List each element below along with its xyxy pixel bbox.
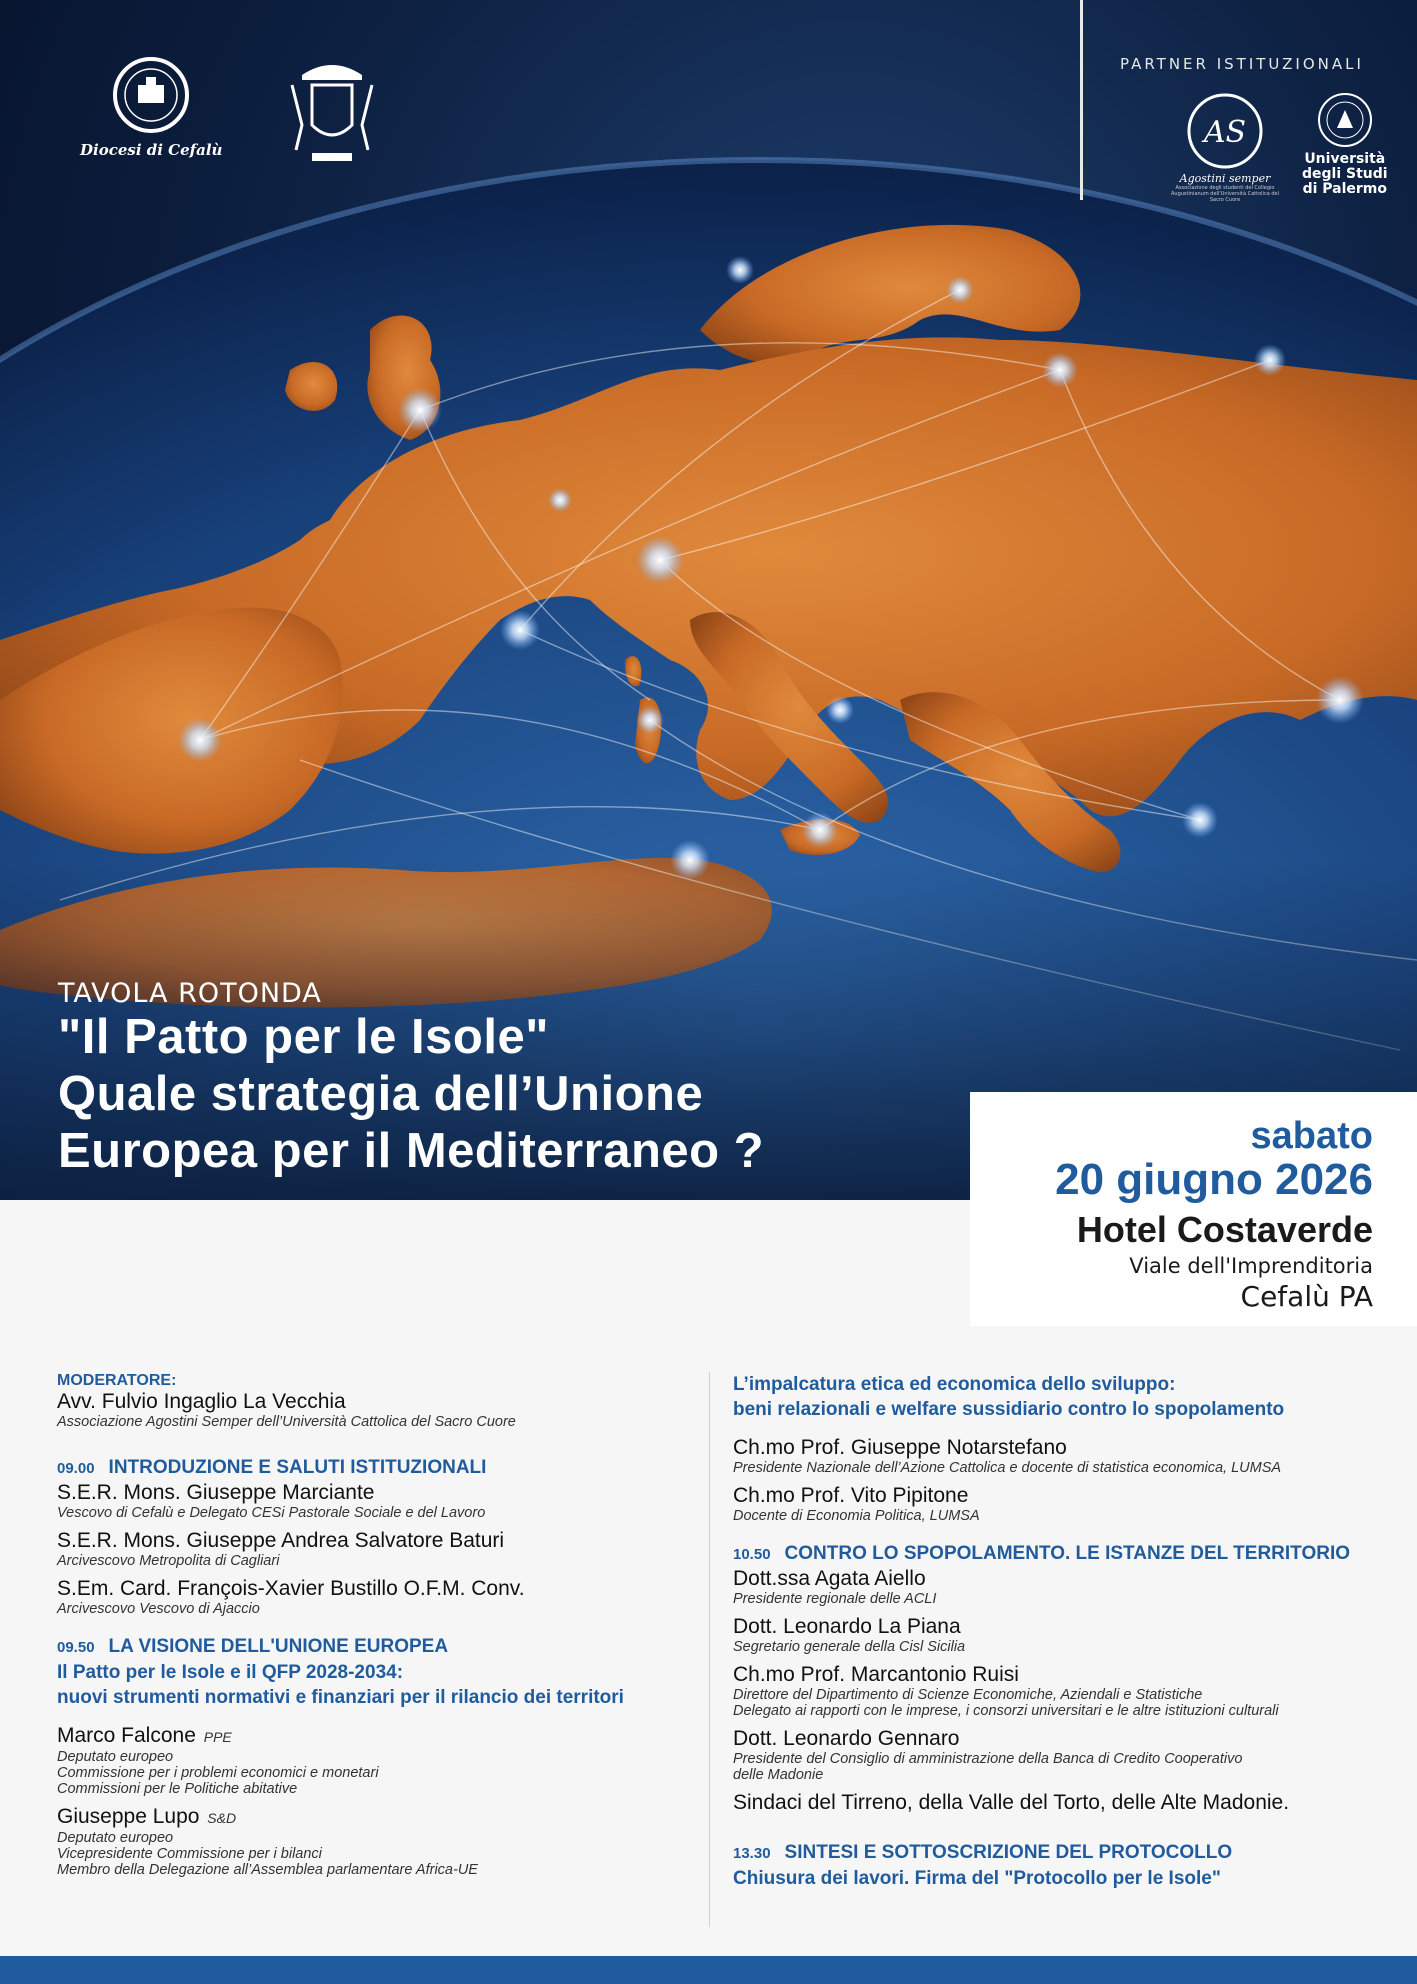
section-subtitle-1: Il Patto per le Isole e il QFP 2028-2034:	[57, 1662, 404, 1683]
speaker-name: Dott. Leonardo Gennaro	[733, 1727, 960, 1750]
speaker-role: Segretario generale della Cisl Sicilia	[733, 1639, 966, 1655]
program-right-column	[733, 1372, 1393, 1891]
program-left-column	[57, 1372, 697, 1886]
moderator-label: MODERATORE:	[57, 1372, 177, 1389]
title-line-2: Quale strategia dell’Unione	[58, 1067, 704, 1121]
speaker-entry	[57, 1529, 697, 1569]
agostini-subcaption: Associazione degli studenti del Collegio Augustinianum dell'Università Cattolica del Sacro Cuore	[1171, 185, 1279, 203]
section-subtitle-2: nuovi strumenti normativi e finanziari per il rilancio dei territori	[57, 1687, 624, 1708]
closing-subtitle: Chiusura dei lavori. Firma del "Protocollo per le Isole"	[733, 1868, 1221, 1889]
speaker-entry	[733, 1484, 1393, 1524]
speaker-entry	[57, 1577, 697, 1617]
moderator-role: Associazione Agostini Semper dell’Università Cattolica del Sacro Cuore	[57, 1414, 516, 1430]
speaker-party: S&D	[207, 1810, 237, 1826]
column-divider	[709, 1372, 710, 1927]
speaker-name: Ch.mo Prof. Giuseppe Notarstefano	[733, 1436, 1067, 1459]
speaker-entry	[57, 1805, 697, 1878]
speaker-name	[57, 1805, 697, 1830]
partner-unipa	[1302, 92, 1388, 203]
title-line-3: Europea per il Mediterraneo ?	[58, 1124, 765, 1178]
unipa-seal-icon	[1317, 92, 1373, 148]
section-time: 09.50	[57, 1639, 95, 1656]
speaker-name: S.Em. Card. François-Xavier Bustillo O.F.M. Conv.	[57, 1577, 525, 1600]
event-title	[58, 978, 764, 1180]
speaker-role: Vicepresidente Commissione per i bilanci	[57, 1846, 322, 1862]
event-day: sabato	[1250, 1115, 1373, 1157]
speaker-name: S.E.R. Mons. Giuseppe Marciante	[57, 1481, 375, 1504]
header-divider	[1080, 0, 1083, 200]
speaker-entry	[733, 1663, 1393, 1719]
speaker-entry	[733, 1615, 1393, 1655]
speaker-role: Commissione per i problemi economici e monetari	[57, 1765, 379, 1781]
speaker-role: Commissioni per le Politiche abitative	[57, 1781, 298, 1797]
svg-text:AS: AS	[1203, 115, 1247, 150]
speaker-name: Dott. Leonardo La Piana	[733, 1615, 961, 1638]
speaker-role: Presidente del Consiglio di amministrazione della Banca di Credito Cooperativo	[733, 1751, 1243, 1767]
section-eu-heading	[57, 1635, 697, 1660]
unipa-line3: di Palermo	[1302, 181, 1387, 197]
diocese-logo	[80, 55, 222, 159]
speaker-entry	[57, 1481, 697, 1521]
mayors-line: Sindaci del Tirreno, della Valle del Torto, delle Alte Madonie.	[733, 1791, 1290, 1814]
speaker-role: Vescovo di Cefalù e Delegato CESi Pastorale Sociale e del Lavoro	[57, 1505, 486, 1521]
agostini-caption: Agostini semper	[1179, 172, 1271, 185]
speaker-role: Deputato europeo	[57, 1830, 174, 1846]
title-kicker: TAVOLA ROTONDA	[58, 978, 322, 1009]
speaker-entry	[733, 1727, 1393, 1783]
speaker-role: Membro della Delegazione all’Assemblea parlamentare Africa-UE	[57, 1862, 478, 1878]
section-title: CONTRO LO SPOPOLAMENTO. LE ISTANZE DEL TERRITORIO	[784, 1543, 1351, 1564]
speaker-role: Arcivescovo Vescovo di Ajaccio	[57, 1601, 260, 1617]
event-venue: Hotel Costaverde	[1076, 1209, 1373, 1250]
speaker-role: Presidente Nazionale dell’Azione Cattolica e docente di statistica economica, LUMSA	[733, 1460, 1282, 1476]
speaker-role: Delegato ai rapporti con le imprese, i consorzi universitari e le altre istituzioni culturali	[733, 1703, 1279, 1719]
speaker-entry	[733, 1567, 1393, 1607]
ethics-heading-1: L’impalcatura etica ed economica dello sviluppo:	[733, 1374, 1176, 1395]
unipa-line1: Università	[1304, 151, 1386, 167]
partner-logos	[1170, 92, 1388, 203]
date-venue-box	[970, 1092, 1417, 1326]
event-city: Cefalù PA	[1240, 1280, 1373, 1313]
unipa-line2: degli Studi	[1302, 166, 1388, 182]
section-intro-heading	[57, 1456, 697, 1481]
speaker-name: S.E.R. Mons. Giuseppe Andrea Salvatore Baturi	[57, 1529, 505, 1552]
moderator-name: Avv. Fulvio Ingaglio La Vecchia	[57, 1390, 346, 1413]
speaker-entry	[733, 1436, 1393, 1476]
title-line-1: "Il Patto per le Isole"	[58, 1010, 549, 1064]
partner-agostini-semper	[1170, 92, 1280, 203]
footer-bar	[0, 1956, 1417, 1984]
speaker-role: delle Madonie	[733, 1767, 824, 1783]
event-date: 20 giugno 2026	[1055, 1155, 1373, 1204]
agostini-semper-logo-icon	[1186, 92, 1264, 170]
speaker-name-text: Giuseppe Lupo	[57, 1805, 200, 1828]
diocese-caption: Diocesi di Cefalù	[80, 141, 223, 159]
diocese-logos	[80, 55, 382, 170]
event-address: Viale dell'Imprenditoria	[1129, 1254, 1373, 1278]
section-depopulation-heading	[733, 1542, 1393, 1567]
diocese-seal-icon	[106, 55, 196, 135]
section-closing-heading	[733, 1841, 1393, 1866]
speaker-name: Ch.mo Prof. Marcantonio Ruisi	[733, 1663, 1019, 1686]
section-title: LA VISIONE DELL'UNIONE EUROPEA	[108, 1636, 449, 1657]
speaker-role: Presidente regionale delle ACLI	[733, 1591, 937, 1607]
speaker-name-text: Marco Falcone	[57, 1724, 196, 1747]
speaker-role: Arcivescovo Metropolita di Cagliari	[57, 1553, 280, 1569]
speaker-name: Ch.mo Prof. Vito Pipitone	[733, 1484, 969, 1507]
section-title: SINTESI E SOTTOSCRIZIONE DEL PROTOCOLLO	[784, 1842, 1233, 1863]
speaker-role: Docente di Economia Politica, LUMSA	[733, 1508, 980, 1524]
speaker-role: Deputato europeo	[57, 1749, 174, 1765]
section-time: 10.50	[733, 1546, 771, 1563]
unipa-name	[1302, 152, 1388, 197]
ethics-heading-2: beni relazionali e welfare sussidiario contro lo spopolamento	[733, 1399, 1285, 1420]
speaker-entry	[57, 1724, 697, 1797]
speaker-name	[57, 1724, 697, 1749]
coat-of-arms-icon	[282, 55, 382, 170]
bishop-coat-of-arms	[282, 55, 382, 170]
section-time: 13.30	[733, 1845, 771, 1862]
partners-label: PARTNER ISTITUZIONALI	[1120, 55, 1364, 73]
speaker-role: Direttore del Dipartimento di Scienze Economiche, Aziendali e Statistiche	[733, 1687, 1203, 1703]
speaker-name: Dott.ssa Agata Aiello	[733, 1567, 926, 1590]
speaker-party: PPE	[203, 1729, 232, 1745]
section-time: 09.00	[57, 1460, 95, 1477]
section-title: INTRODUZIONE E SALUTI ISTITUZIONALI	[108, 1457, 487, 1478]
